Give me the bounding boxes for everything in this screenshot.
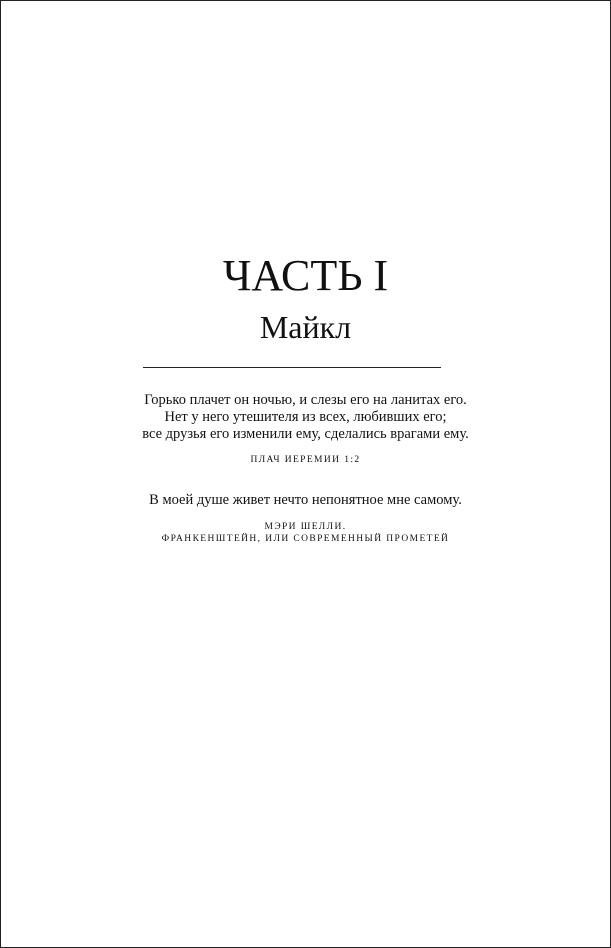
part-title: ЧАСТЬ I — [222, 251, 389, 300]
epigraph-line: В моей душе живет нечто непонятное мне самому. — [149, 492, 462, 508]
divider-rule — [143, 367, 441, 368]
part-subtitle: Майкл — [259, 309, 352, 345]
epigraph-line: Горько плачет он ночью, и слезы его на ланитах его. — [144, 392, 467, 408]
epigraph-source-line: ПЛАЧ ИЕРЕМИИ 1:2 — [250, 455, 361, 465]
epigraph-source-line: МЭРИ ШЕЛЛИ. — [264, 522, 347, 532]
epigraph-line: Нет у него утешителя из всех, любивших его; — [164, 409, 447, 425]
epigraph-quote — [1, 492, 610, 509]
epigraph-source — [1, 521, 610, 545]
epigraph-line: все друзья его изменили ему, сделались врагами ему. — [142, 426, 469, 442]
epigraph-source — [1, 454, 610, 466]
epigraph-quote — [1, 392, 610, 443]
epigraph-source-line: ФРАНКЕНШТЕЙН, ИЛИ СОВРЕМЕННЫЙ ПРОМЕТЕЙ — [161, 534, 450, 544]
